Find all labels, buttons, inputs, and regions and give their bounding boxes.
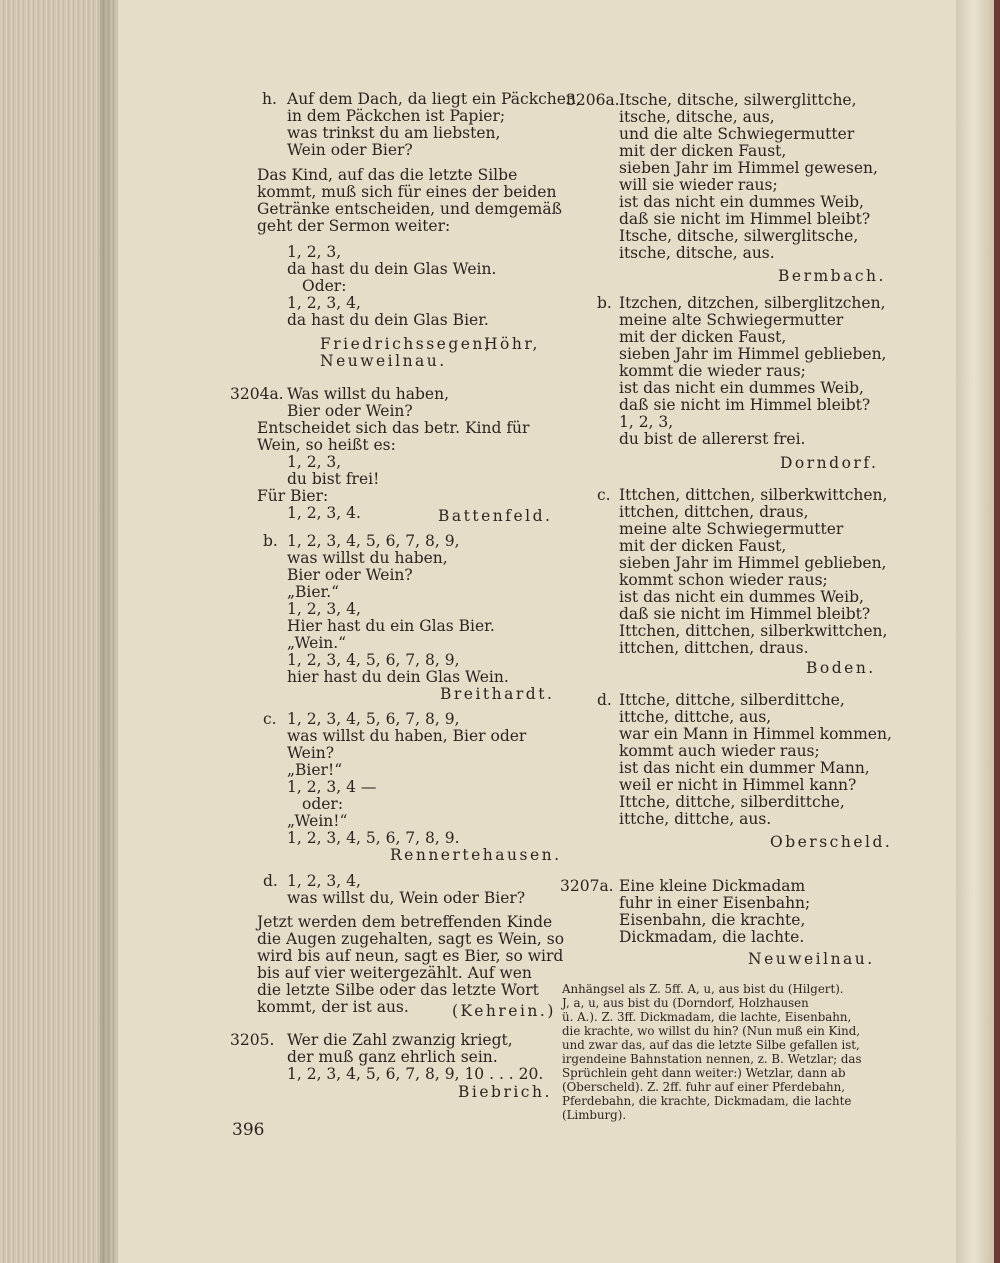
verse-line: Eine kleine Dickmadam — [619, 877, 806, 895]
page-number: 396 — [232, 1120, 265, 1140]
verse-line: 1, 2, 3, 4 — — [287, 778, 377, 796]
verse-line: mit der dicken Faust, — [619, 142, 787, 160]
verse-line: Wer die Zahl zwanzig kriegt, — [287, 1031, 513, 1049]
verse-line: kommt die wieder raus; — [619, 362, 806, 380]
verse-line: Eisenbahn, die krachte, — [619, 911, 806, 929]
footnote-line: J, a, u, aus bist du (Dorndorf, Holzhausen — [562, 996, 809, 1010]
prose-line: Entscheidet sich das betr. Kind für — [257, 419, 530, 437]
verse-line: fuhr in einer Eisenbahn; — [619, 894, 811, 912]
entry-label: h. — [262, 90, 277, 108]
verse-line: Oder: — [302, 277, 347, 295]
verse-line: sieben Jahr im Himmel geblieben, — [619, 345, 887, 363]
verse-line: Auf dem Dach, da liegt ein Päckchen, — [287, 90, 581, 108]
prose-line: die letzte Silbe oder das letzte Wort — [257, 981, 539, 999]
verse-line: da hast du dein Glas Bier. — [287, 311, 489, 329]
verse-line: mit der dicken Faust, — [619, 328, 787, 346]
place-name: Friedrichssegen, — [320, 335, 493, 353]
prose-line: Für Bier: — [257, 487, 329, 505]
verse-line: „Bier!“ — [287, 761, 343, 779]
verse-line: meine alte Schwiegermutter — [619, 520, 844, 538]
footnote-line: irgendeine Bahnstation nennen, z. B. Wetzlar; das — [562, 1052, 862, 1066]
verse-line: du bist frei! — [287, 470, 380, 488]
verse-line: 1, 2, 3, 4, 5, 6, 7, 8, 9, — [287, 710, 460, 728]
prose-line: bis auf vier weitergezählt. Auf wen — [257, 964, 532, 982]
verse-line: 1, 2, 3, — [287, 243, 342, 261]
source-citation: (Kehrein.) — [452, 1002, 556, 1020]
verse-line: „Wein.“ — [287, 634, 347, 652]
verse-line: ittche, dittche, aus. — [619, 810, 772, 828]
prose-line: wird bis auf neun, sagt es Bier, so wird — [257, 947, 564, 965]
entry-label: c. — [597, 486, 611, 504]
entry-label: 3207a. — [560, 877, 614, 895]
prose-line: Wein, so heißt es: — [257, 436, 396, 454]
entry-label: d. — [597, 691, 612, 709]
place-name: Höhr, — [484, 335, 540, 353]
prose-line: Getränke entscheiden, und demgemäß — [257, 200, 562, 218]
place-name: Battenfeld. — [438, 507, 553, 525]
verse-line: kommt auch wieder raus; — [619, 742, 820, 760]
entry-label: c. — [263, 710, 277, 728]
verse-line: Ittchen, dittchen, silberkwittchen, — [619, 486, 888, 504]
prose-line: geht der Sermon weiter: — [257, 217, 451, 235]
verse-line: daß sie nicht im Himmel bleibt? — [619, 605, 871, 623]
entry-label: 3204a. — [230, 385, 284, 403]
entry-label: d. — [263, 872, 278, 890]
verse-line: ist das nicht ein dummes Weib, — [619, 379, 864, 397]
footnote-line: (Oberscheld). Z. 2ff. fuhr auf einer Pferdebahn, — [562, 1080, 845, 1094]
verse-line: Ittche, dittche, silberdittche, — [619, 691, 845, 709]
verse-line: kommt schon wieder raus; — [619, 571, 828, 589]
place-name: Biebrich. — [458, 1083, 552, 1101]
verse-line: Itsche, ditsche, silwerglittche, — [619, 91, 857, 109]
place-name: Oberscheld. — [770, 833, 893, 851]
verse-line: mit der dicken Faust, — [619, 537, 787, 555]
book-cover-edge — [994, 0, 1000, 1263]
verse-line: will sie wieder raus; — [619, 176, 778, 194]
verse-line: daß sie nicht im Himmel bleibt? — [619, 210, 871, 228]
footnote-line: und zwar das, auf das die letzte Silbe gefallen ist, — [562, 1038, 860, 1052]
prose-line: Jetzt werden dem betreffenden Kinde — [257, 913, 553, 931]
verse-line: Hier hast du ein Glas Bier. — [287, 617, 495, 635]
verse-line: 1, 2, 3, 4, — [287, 872, 361, 890]
footnote-line: ü. A.). Z. 3ff. Dickmadam, die lachte, Eisenbahn, — [562, 1010, 852, 1024]
verse-line: Ittchen, dittchen, silberkwittchen, — [619, 622, 888, 640]
place-name: Neuweilnau. — [748, 950, 875, 968]
prose-line: kommt, muß sich für eines der beiden — [257, 183, 557, 201]
verse-line: was willst du, Wein oder Bier? — [287, 889, 526, 907]
verse-line: Dickmadam, die lachte. — [619, 928, 805, 946]
verse-line: was trinkst du am liebsten, — [287, 124, 501, 142]
verse-line: Itzchen, ditzchen, silberglitzchen, — [619, 294, 886, 312]
verse-line: itsche, ditsche, aus, — [619, 108, 775, 126]
verse-line: Ittche, dittche, silberdittche, — [619, 793, 845, 811]
verse-line: ittchen, dittchen, draus, — [619, 503, 809, 521]
verse-line: sieben Jahr im Himmel gewesen, — [619, 159, 878, 177]
verse-line: ittche, dittche, aus, — [619, 708, 772, 726]
verse-line: war ein Mann in Himmel kommen, — [619, 725, 892, 743]
place-name: Breithardt. — [440, 685, 555, 703]
prose-line: die Augen zugehalten, sagt es Wein, so — [257, 930, 565, 948]
verse-line: da hast du dein Glas Wein. — [287, 260, 497, 278]
verse-line: ist das nicht ein dummer Mann, — [619, 759, 870, 777]
place-name: Dorndorf. — [780, 454, 879, 472]
verse-line: 1, 2, 3, 4, 5, 6, 7, 8, 9, — [287, 532, 460, 550]
verse-line: was willst du haben, — [287, 549, 448, 567]
entry-label: b. — [597, 294, 612, 312]
verse-line: Itsche, ditsche, silwerglitsche, — [619, 227, 859, 245]
verse-line: Wein oder Bier? — [287, 141, 413, 159]
verse-line: 1, 2, 3, 4, 5, 6, 7, 8, 9, 10 . . . 20. — [287, 1065, 544, 1083]
verse-line: und die alte Schwiegermutter — [619, 125, 855, 143]
verse-line: sieben Jahr im Himmel geblieben, — [619, 554, 887, 572]
verse-line: ittchen, dittchen, draus. — [619, 639, 809, 657]
verse-line: Wein? — [287, 744, 335, 762]
verse-line: der muß ganz ehrlich sein. — [287, 1048, 498, 1066]
verse-line: was willst du haben, Bier oder — [287, 727, 527, 745]
entry-label: 3205. — [230, 1031, 275, 1049]
place-name: Bermbach. — [778, 267, 886, 285]
entry-label: 3206a. — [566, 91, 620, 109]
verse-line: du bist de allererst frei. — [619, 430, 806, 448]
prose-line: kommt, der ist aus. — [257, 998, 409, 1016]
verse-line: 1, 2, 3, 4, — [287, 600, 361, 618]
footnote-line: die krachte, wo willst du hin? (Nun muß ein Kind, — [562, 1024, 861, 1038]
verse-line: itsche, ditsche, aus. — [619, 244, 775, 262]
verse-line: meine alte Schwiegermutter — [619, 311, 844, 329]
verse-line: 1, 2, 3, 4, 5, 6, 7, 8, 9, — [287, 651, 460, 669]
place-name: Neuweilnau. — [320, 352, 447, 370]
verse-line: 1, 2, 3, 4, — [287, 294, 361, 312]
footnote-line: (Limburg). — [562, 1108, 627, 1122]
verse-line: weil er nicht in Himmel kann? — [619, 776, 857, 794]
footnote-line: Pferdebahn, die krachte, Dickmadam, die lachte — [562, 1094, 852, 1108]
verse-line: Bier oder Wein? — [287, 402, 413, 420]
verse-line: ist das nicht ein dummes Weib, — [619, 588, 864, 606]
verse-line: daß sie nicht im Himmel bleibt? — [619, 396, 871, 414]
verse-line: 1, 2, 3, — [619, 413, 674, 431]
verse-line: ist das nicht ein dummes Weib, — [619, 193, 864, 211]
verse-line: hier hast du dein Glas Wein. — [287, 668, 509, 686]
verse-line: Bier oder Wein? — [287, 566, 413, 584]
verse-line: „Wein!“ — [287, 812, 348, 830]
entry-label: b. — [263, 532, 278, 550]
footnote-line: Anhängsel als Z. 5ff. A, u, aus bist du (Hilgert). — [562, 982, 844, 996]
footnote-line: Sprüchlein geht dann weiter:) Wetzlar, dann ab — [562, 1066, 846, 1080]
verse-line: 1, 2, 3, — [287, 453, 342, 471]
place-name: Boden. — [806, 659, 876, 677]
verse-line: 1, 2, 3, 4. — [287, 504, 361, 522]
place-name: Rennertehausen. — [390, 846, 562, 864]
verse-line: „Bier.“ — [287, 583, 340, 601]
verse-line: Was willst du haben, — [287, 385, 450, 403]
prose-line: Das Kind, auf das die letzte Silbe — [257, 166, 518, 184]
verse-line: 1, 2, 3, 4, 5, 6, 7, 8, 9. — [287, 829, 460, 847]
verse-line: in dem Päckchen ist Papier; — [287, 107, 506, 125]
verse-line: oder: — [302, 795, 344, 813]
